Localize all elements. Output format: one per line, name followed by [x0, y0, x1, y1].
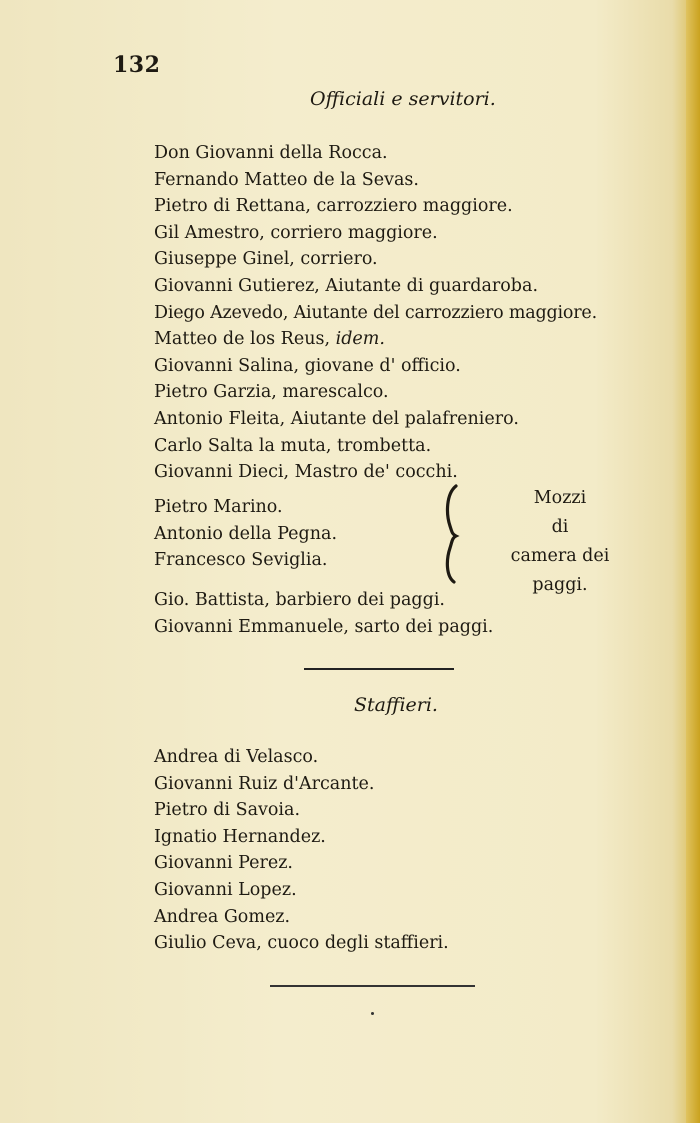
label-line: Mozzi [533, 488, 587, 508]
staffieri-list [154, 744, 449, 957]
page-number: 132 [113, 52, 161, 78]
list-item: Ignatio Hernandez. [154, 826, 326, 847]
list-item: Giovanni Ruiz d'Arcante. [154, 773, 375, 794]
list-item: Giovanni Perez. [154, 853, 293, 874]
matteo-name: Matteo de los Reus, [154, 329, 336, 350]
list-item: Antonio Fleita, Aiutante del palafreniero. [154, 408, 519, 429]
list-item: Giovanni Lopez. [154, 879, 297, 900]
curly-brace-icon [440, 484, 462, 584]
list-item: Giovanni Gutierez, Aiutante di guardaroba. [154, 275, 539, 296]
list-item: Giovanni Emmanuele, sarto dei paggi. [154, 616, 494, 637]
list-item: Giulio Ceva, cuoco degli staffieri. [154, 933, 449, 954]
list-item: Pietro Garzia, marescalco. [154, 382, 389, 403]
list-item: Giovanni Dieci, Mastro de' cocchi. [154, 462, 458, 483]
ink-speck [371, 1012, 374, 1015]
list-item: Pietro Marino. [154, 497, 283, 517]
divider-rule [304, 668, 454, 670]
pages-staff-list [154, 587, 493, 640]
label-line: di [551, 517, 569, 537]
page-edge [686, 0, 700, 1123]
list-item: Diego Azevedo, Aiutante del carrozziero maggiore. [154, 302, 597, 323]
list-item: Giovanni Salina, giovane d' officio. [154, 355, 461, 376]
running-head: Officiali e servitori. [310, 88, 496, 110]
list-item: Pietro di Rettana, carrozziero maggiore. [154, 196, 513, 217]
list-item: Andrea Gomez. [154, 906, 291, 927]
section-heading: Staffieri. [354, 694, 438, 716]
list-item: Antonio della Pegna. [154, 523, 338, 544]
label-line: paggi. [532, 575, 588, 595]
label-line: camera dei [510, 546, 610, 566]
list-item: Gil Amestro, corriero maggiore. [154, 222, 438, 243]
list-item: Francesco Seviglia. [154, 550, 328, 571]
list-item [154, 326, 597, 353]
list-item: Giuseppe Ginel, corriero. [154, 249, 378, 270]
idem-text: idem. [335, 329, 385, 350]
mozzi-group [154, 488, 634, 595]
list-item: Andrea di Velasco. [154, 747, 319, 767]
end-rule [270, 985, 475, 987]
list-item: Carlo Salta la muta, trombetta. [154, 435, 432, 456]
mozzi-names [154, 494, 337, 574]
mozzi-label [510, 484, 610, 600]
list-item: Fernando Matteo de la Sevas. [154, 169, 419, 190]
list-item: Pietro di Savoia. [154, 800, 301, 821]
officials-list [154, 140, 597, 486]
list-item: Don Giovanni della Rocca. [154, 143, 388, 163]
list-item: Gio. Battista, barbiero dei paggi. [154, 590, 445, 610]
